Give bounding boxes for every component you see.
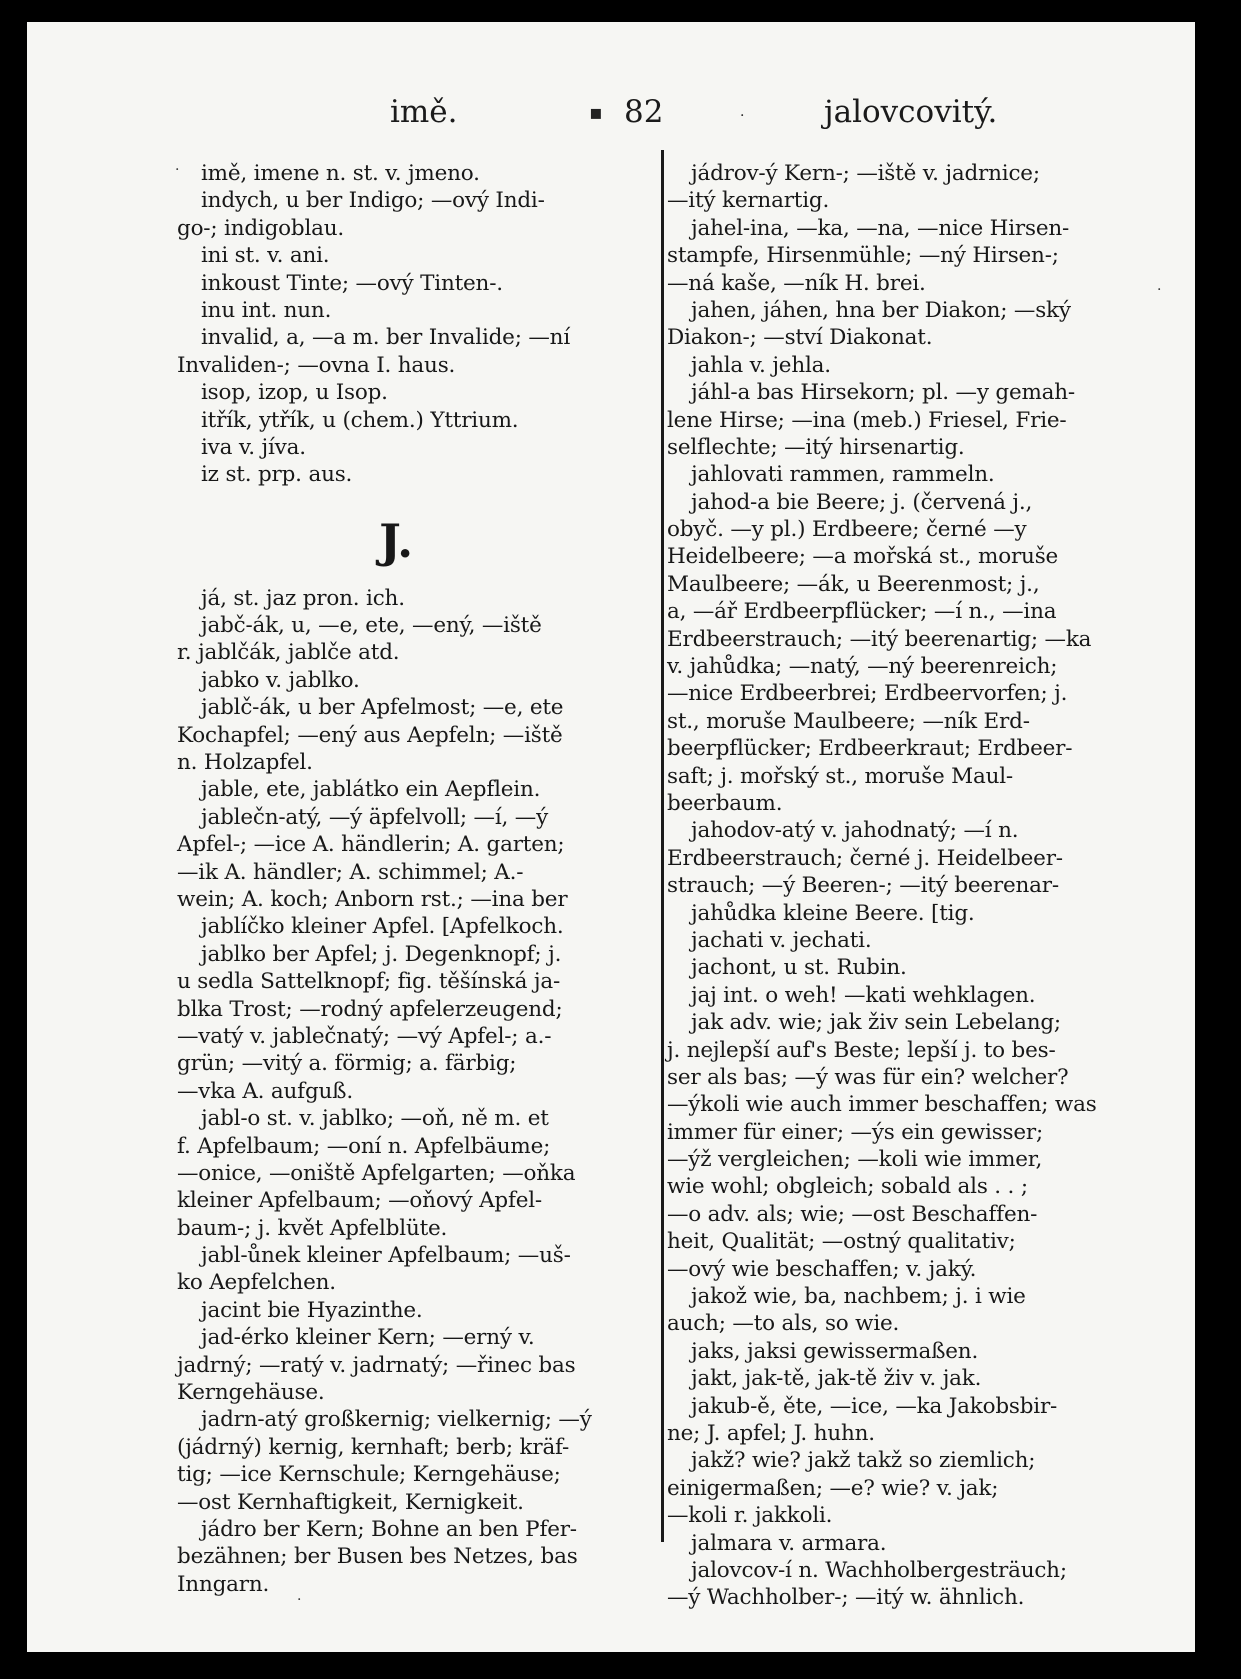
entry-line: jahlovati rammen, rammeln. xyxy=(691,462,995,488)
entry-line: grün; —vitý a. förmig; a. färbig; xyxy=(177,1051,517,1077)
entry-line: jabko v. jablko. xyxy=(201,667,360,693)
entry-line: heit, Qualität; —ostný qualitativ; xyxy=(667,1229,1016,1255)
entry-line: isop, izop, u Isop. xyxy=(201,380,388,406)
entry-line: jahůdka kleine Beere. [tig. xyxy=(691,900,975,926)
entry-line: tig; —ice Kernschule; Kerngehäuse; xyxy=(177,1462,561,1488)
entry-line: jablíčko kleiner Apfel. [Apfelkoch. xyxy=(201,914,564,940)
entry-line: jaj int. o weh! —kati wehklagen. xyxy=(691,982,1036,1008)
margin-mark: · xyxy=(1157,282,1162,298)
entry-line: jahod-a bie Beere; j. (červená j., xyxy=(691,489,1033,515)
entry-line: jachati v. jechati. xyxy=(691,927,872,953)
entry-line: jachont, u st. Rubin. xyxy=(691,955,907,981)
header-dot: · xyxy=(740,108,745,124)
entry-line: jad-érko kleiner Kern; —erný v. xyxy=(201,1325,535,1351)
entry-line: inkoust Tinte; —ový Tinten-. xyxy=(201,270,503,296)
entry-line: —vka A. aufguß. xyxy=(177,1078,353,1104)
entry-line: jalmara v. armara. xyxy=(691,1530,887,1556)
entry-line: —o adv. als; wie; —ost Beschaffen- xyxy=(667,1201,1038,1227)
entry-line: jabl-ůnek kleiner Apfelbaum; —uš- xyxy=(201,1243,571,1269)
entry-line: go-; indigoblau. xyxy=(177,215,345,241)
entry-line: Kochapfel; —ený aus Aepfeln; —iště xyxy=(177,722,563,748)
entry-line: ini st. v. ani. xyxy=(201,243,330,269)
entry-line: indych, u ber Indigo; —ový Indi- xyxy=(201,188,545,214)
entry-line: blka Trost; —rodný apfelerzeugend; xyxy=(177,996,563,1022)
entry-line: —onice, —oniště Apfelgarten; —oňka xyxy=(177,1160,576,1186)
entry-line: stampfe, Hirsenmühle; —ný Hirsen-; xyxy=(667,243,1059,269)
entry-line: —ná kaše, —ník H. brei. xyxy=(667,270,926,296)
entry-line: iva v. jíva. xyxy=(201,434,306,460)
entry-line: einigermaßen; —e? wie? v. jak; xyxy=(667,1475,999,1501)
entry-line: v. jahůdka; —natý, —ný beerenreich; xyxy=(667,654,1058,680)
entry-line: Invaliden-; —ovna I. haus. xyxy=(177,352,456,378)
header-bullet: ▪ xyxy=(589,100,603,124)
entry-line: jádro ber Kern; Bohne an ben Pfer- xyxy=(201,1516,577,1542)
margin-mark: · xyxy=(175,162,180,178)
entry-line: obyč. —y pl.) Erdbeere; černé —y xyxy=(667,517,1027,543)
entry-line: —itý kernartig. xyxy=(667,188,830,214)
entry-line: jakž? wie? jakž takž so ziemlich; xyxy=(691,1448,1036,1474)
entry-line: —ost Kernhaftigkeit, Kernigkeit. xyxy=(177,1489,524,1515)
entry-line: j. nejlepší auf's Beste; lepší j. to bes- xyxy=(667,1037,1056,1063)
entry-line: jádrov-ý Kern-; —iště v. jadrnice; xyxy=(691,161,1040,186)
entry-line: —ik A. händler; A. schimmel; A.- xyxy=(177,859,524,885)
entry-line: beerpflücker; Erdbeerkraut; Erdbeer- xyxy=(667,736,1073,762)
entry-line: jable, ete, jablátko ein Aepflein. xyxy=(201,777,541,803)
section-letter: J. xyxy=(379,513,413,568)
entry-line: jakt, jak-tě, jak-tě živ v. jak. xyxy=(691,1366,982,1392)
entry-line: kleiner Apfelbaum; —oňový Apfel- xyxy=(177,1188,542,1214)
entry-line: jahel-ina, —ka, —na, —nice Hirsen- xyxy=(691,215,1070,241)
entry-line: jadrn-atý großkernig; vielkernig; —ý xyxy=(201,1407,592,1433)
entry-line: (jádrný) kernig, kernhaft; berb; kräf- xyxy=(177,1434,570,1460)
entry-line: jahen, jáhen, hna ber Diakon; —ský xyxy=(691,297,1071,323)
entry-line: Diakon-; —ství Diakonat. xyxy=(667,325,933,351)
entry-line: Heidelbeere; —a mořská st., moruše xyxy=(667,544,1059,570)
entry-line: u sedla Sattelknopf; fig. těšínská ja- xyxy=(177,969,561,995)
entry-line: —ýkoli wie auch immer beschaffen; was xyxy=(667,1092,1097,1118)
entry-line: Maulbeere; —ák, u Beerenmost; j., xyxy=(667,571,1040,597)
entry-line: jáhl-a bas Hirsekorn; pl. —y gemah- xyxy=(691,380,1075,406)
entry-line: jacint bie Hyazinthe. xyxy=(201,1297,423,1323)
entry-line: itřík, ytřík, u (chem.) Yttrium. xyxy=(201,407,519,433)
entry-line: —ýž vergleichen; —koli wie immer, xyxy=(667,1147,1043,1173)
entry-line: ko Aepfelchen. xyxy=(177,1270,336,1296)
header-left-word: imě. xyxy=(390,94,458,130)
page-number: 82 xyxy=(624,94,664,130)
entry-line: jahodov-atý v. jahodnatý; —í n. xyxy=(691,818,1019,844)
header-right-word: jalovcovitý. xyxy=(824,94,998,130)
entry-line: imě, imene n. st. v. jmeno. xyxy=(201,161,480,186)
running-header xyxy=(27,94,1195,140)
entry-line: jadrný; —ratý v. jadrnatý; —řinec bas xyxy=(177,1352,576,1378)
margin-mark: · xyxy=(297,1592,302,1608)
entry-line: —nice Erdbeerbrei; Erdbeervorfen; j. xyxy=(667,681,1068,707)
entry-line: jablečn-atý, —ý äpfelvoll; —í, —ý xyxy=(201,804,549,830)
entry-line: lene Hirse; —ina (meb.) Friesel, Frie- xyxy=(667,407,1067,433)
entry-line: jablč-ák, u ber Apfelmost; —e, ete xyxy=(201,695,564,721)
right-column xyxy=(667,160,1167,1612)
entry-line: já, st. jaz pron. ich. xyxy=(201,585,405,611)
entry-line: n. Holzapfel. xyxy=(177,750,313,776)
entry-line: auch; —to als, so wie. xyxy=(667,1311,900,1337)
left-column xyxy=(177,160,655,1598)
entry-line: st., moruše Maulbeere; —ník Erd- xyxy=(667,708,1030,734)
entry-line: Apfel-; —ice A. händlerin; A. garten; xyxy=(177,832,565,858)
book-page xyxy=(27,22,1195,1652)
entry-line: Erdbeerstrauch; černé j. Heidelbeer- xyxy=(667,845,1063,871)
entry-line: —ý Wachholber-; —itý w. ähnlich. xyxy=(667,1585,1025,1611)
entry-line: invalid, a, —a m. ber Invalide; —ní xyxy=(201,325,571,351)
entry-line: baum-; j. květ Apfelblüte. xyxy=(177,1215,448,1241)
entry-line: jak adv. wie; jak živ sein Lebelang; xyxy=(691,1010,1061,1036)
column-divider xyxy=(661,150,664,1542)
entry-line: r. jablčák, jablče atd. xyxy=(177,640,400,666)
entry-line: bezähnen; ber Busen bes Netzes, bas xyxy=(177,1544,578,1570)
entry-line: jakub-ě, ěte, —ice, —ka Jakobsbir- xyxy=(691,1393,1058,1419)
entry-line: —vatý v. jablečnatý; —vý Apfel-; a.- xyxy=(177,1023,552,1049)
entry-line: ne; J. apfel; J. huhn. xyxy=(667,1420,875,1446)
entry-line: beerbaum. xyxy=(667,790,783,816)
entry-line: ser als bas; —ý was für ein? welcher? xyxy=(667,1064,1069,1090)
entry-line: wie wohl; obgleich; sobald als . . ; xyxy=(667,1174,1028,1200)
entry-line: jalovcov-í n. Wachholbergesträuch; xyxy=(691,1557,1067,1583)
entry-line: jaks, jaksi gewissermaßen. xyxy=(691,1338,979,1364)
entry-line: jablko ber Apfel; j. Degenknopf; j. xyxy=(201,941,562,967)
entry-line: saft; j. mořský st., moruše Maul- xyxy=(667,763,1013,789)
entry-line: Kerngehäuse. xyxy=(177,1380,325,1406)
entry-line: iz st. prp. aus. xyxy=(201,462,353,488)
entry-line: inu int. nun. xyxy=(201,297,332,323)
entry-line: —ový wie beschaffen; v. jaký. xyxy=(667,1256,977,1282)
entry-line: wein; A. koch; Anborn rst.; —ina ber xyxy=(177,886,568,912)
entry-line: Inngarn. xyxy=(177,1571,270,1597)
entry-line: jabl-o st. v. jablko; —oň, ně m. et xyxy=(201,1106,549,1132)
entry-line: strauch; —ý Beeren-; —itý beerenar- xyxy=(667,873,1059,899)
entry-line: jakož wie, ba, nachbem; j. i wie xyxy=(691,1284,1026,1310)
entry-line: Erdbeerstrauch; —itý beerenartig; —ka xyxy=(667,626,1092,652)
entry-line: selflechte; —itý hirsenartig. xyxy=(667,434,965,460)
entry-line: —koli r. jakkoli. xyxy=(667,1503,833,1529)
entry-line: a, —ář Erdbeerpflücker; —í n., —ina xyxy=(667,599,1057,625)
entry-line: jahla v. jehla. xyxy=(691,352,831,378)
entry-line: immer für einer; —ýs ein gewisser; xyxy=(667,1119,1044,1145)
entry-line: f. Apfelbaum; —oní n. Apfelbäume; xyxy=(177,1133,551,1159)
entry-line: jabč-ák, u, —e, ete, —ený, —iště xyxy=(201,613,542,639)
